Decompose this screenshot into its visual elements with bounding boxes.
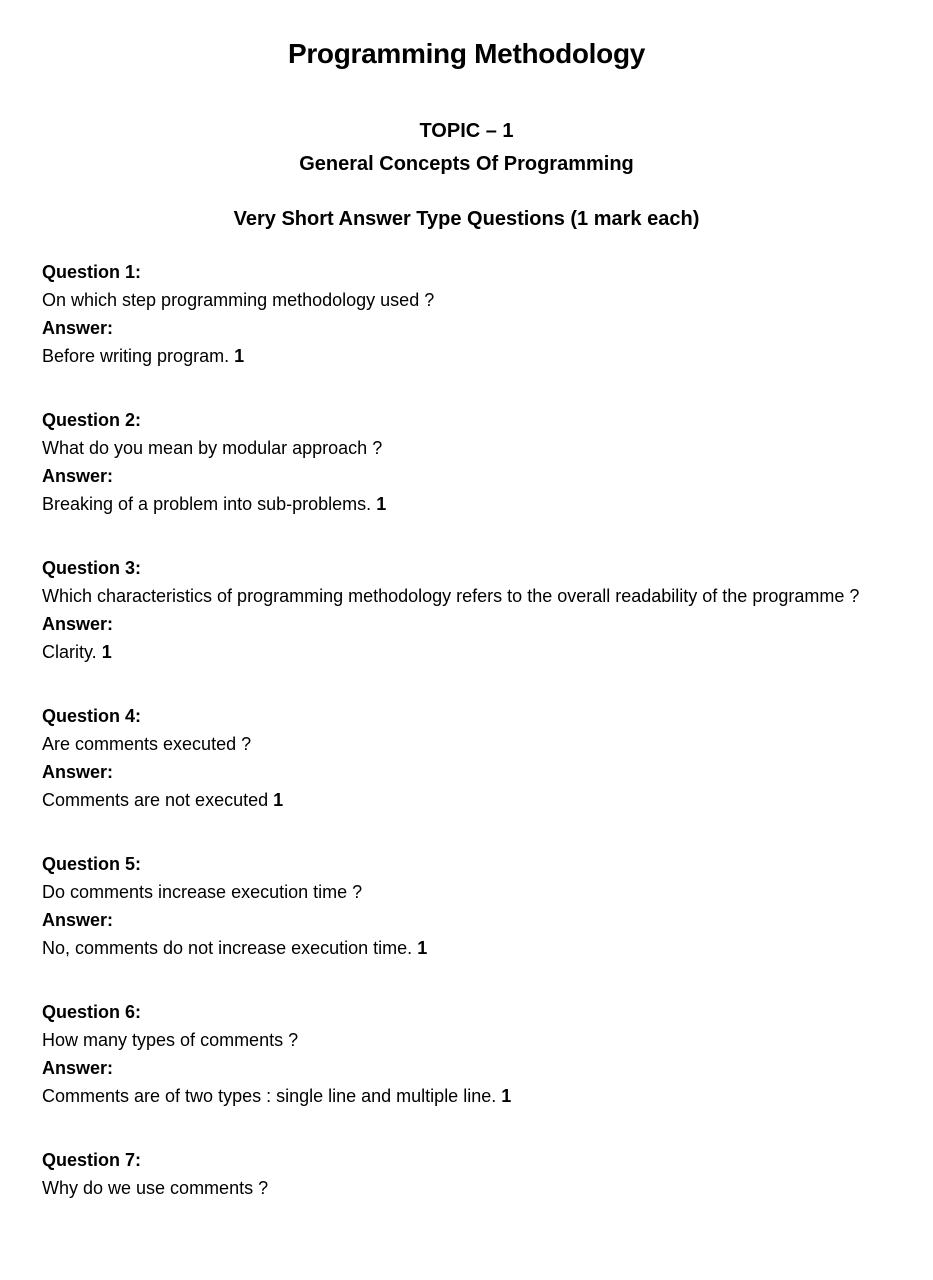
- answer-text: Breaking of a problem into sub-problems.: [42, 494, 372, 514]
- answer-label: Answer:: [42, 614, 114, 634]
- question-text: On which step programming methodology used ?: [42, 290, 435, 310]
- question-item-7: [42, 1146, 902, 1202]
- answer-label: Answer:: [42, 318, 114, 338]
- answer-line: [42, 1082, 902, 1110]
- answer-text: Before writing program.: [42, 346, 230, 366]
- topic-number: TOPIC – 1: [419, 120, 514, 142]
- question-text: Are comments executed ?: [42, 734, 252, 754]
- answer-label: Answer:: [42, 910, 114, 930]
- answer-text: Comments are not executed: [42, 790, 269, 810]
- question-text: Why do we use comments ?: [42, 1178, 269, 1198]
- page-title: Programming Methodology: [287, 38, 646, 69]
- question-label: Question 7:: [42, 1150, 142, 1170]
- answer-line: [42, 342, 902, 370]
- question-label: Question 6:: [42, 1002, 142, 1022]
- answer-label: Answer:: [42, 762, 114, 782]
- question-label: Question 1:: [42, 262, 142, 282]
- answer-text: Clarity.: [42, 642, 97, 662]
- answer-text: No, comments do not increase execution time.: [42, 938, 413, 958]
- question-label: Question 5:: [42, 854, 142, 874]
- question-item-3: [42, 554, 902, 666]
- question-label: Question 3:: [42, 558, 142, 578]
- mark-value: 1: [101, 642, 112, 662]
- answer-line: [42, 934, 902, 962]
- question-item-5: [42, 850, 902, 962]
- question-item-1: [42, 258, 902, 370]
- question-label: Question 2:: [42, 410, 142, 430]
- answer-text: Comments are of two types : single line and multiple line.: [42, 1086, 497, 1106]
- question-label: Question 4:: [42, 706, 142, 726]
- mark-value: 1: [376, 494, 387, 514]
- answer-line: [42, 638, 902, 666]
- answer-line: [42, 786, 902, 814]
- question-item-4: [42, 702, 902, 814]
- answer-label: Answer:: [42, 1058, 114, 1078]
- question-text: Do comments increase execution time ?: [42, 882, 363, 902]
- question-item-2: [42, 406, 902, 518]
- question-text: How many types of comments ?: [42, 1030, 299, 1050]
- question-list: [42, 258, 902, 1238]
- topic-name: General Concepts Of Programming: [299, 153, 634, 175]
- question-text: Which characteristics of programming methodology refers to the overall readability of the programme ?: [42, 586, 860, 606]
- mark-value: 1: [273, 790, 284, 810]
- mark-value: 1: [501, 1086, 512, 1106]
- question-text: What do you mean by modular approach ?: [42, 438, 383, 458]
- section-heading: Very Short Answer Type Questions (1 mark each): [233, 208, 700, 230]
- question-item-6: [42, 998, 902, 1110]
- mark-value: 1: [234, 346, 245, 366]
- answer-label: Answer:: [42, 466, 114, 486]
- answer-line: [42, 490, 902, 518]
- mark-value: 1: [417, 938, 428, 958]
